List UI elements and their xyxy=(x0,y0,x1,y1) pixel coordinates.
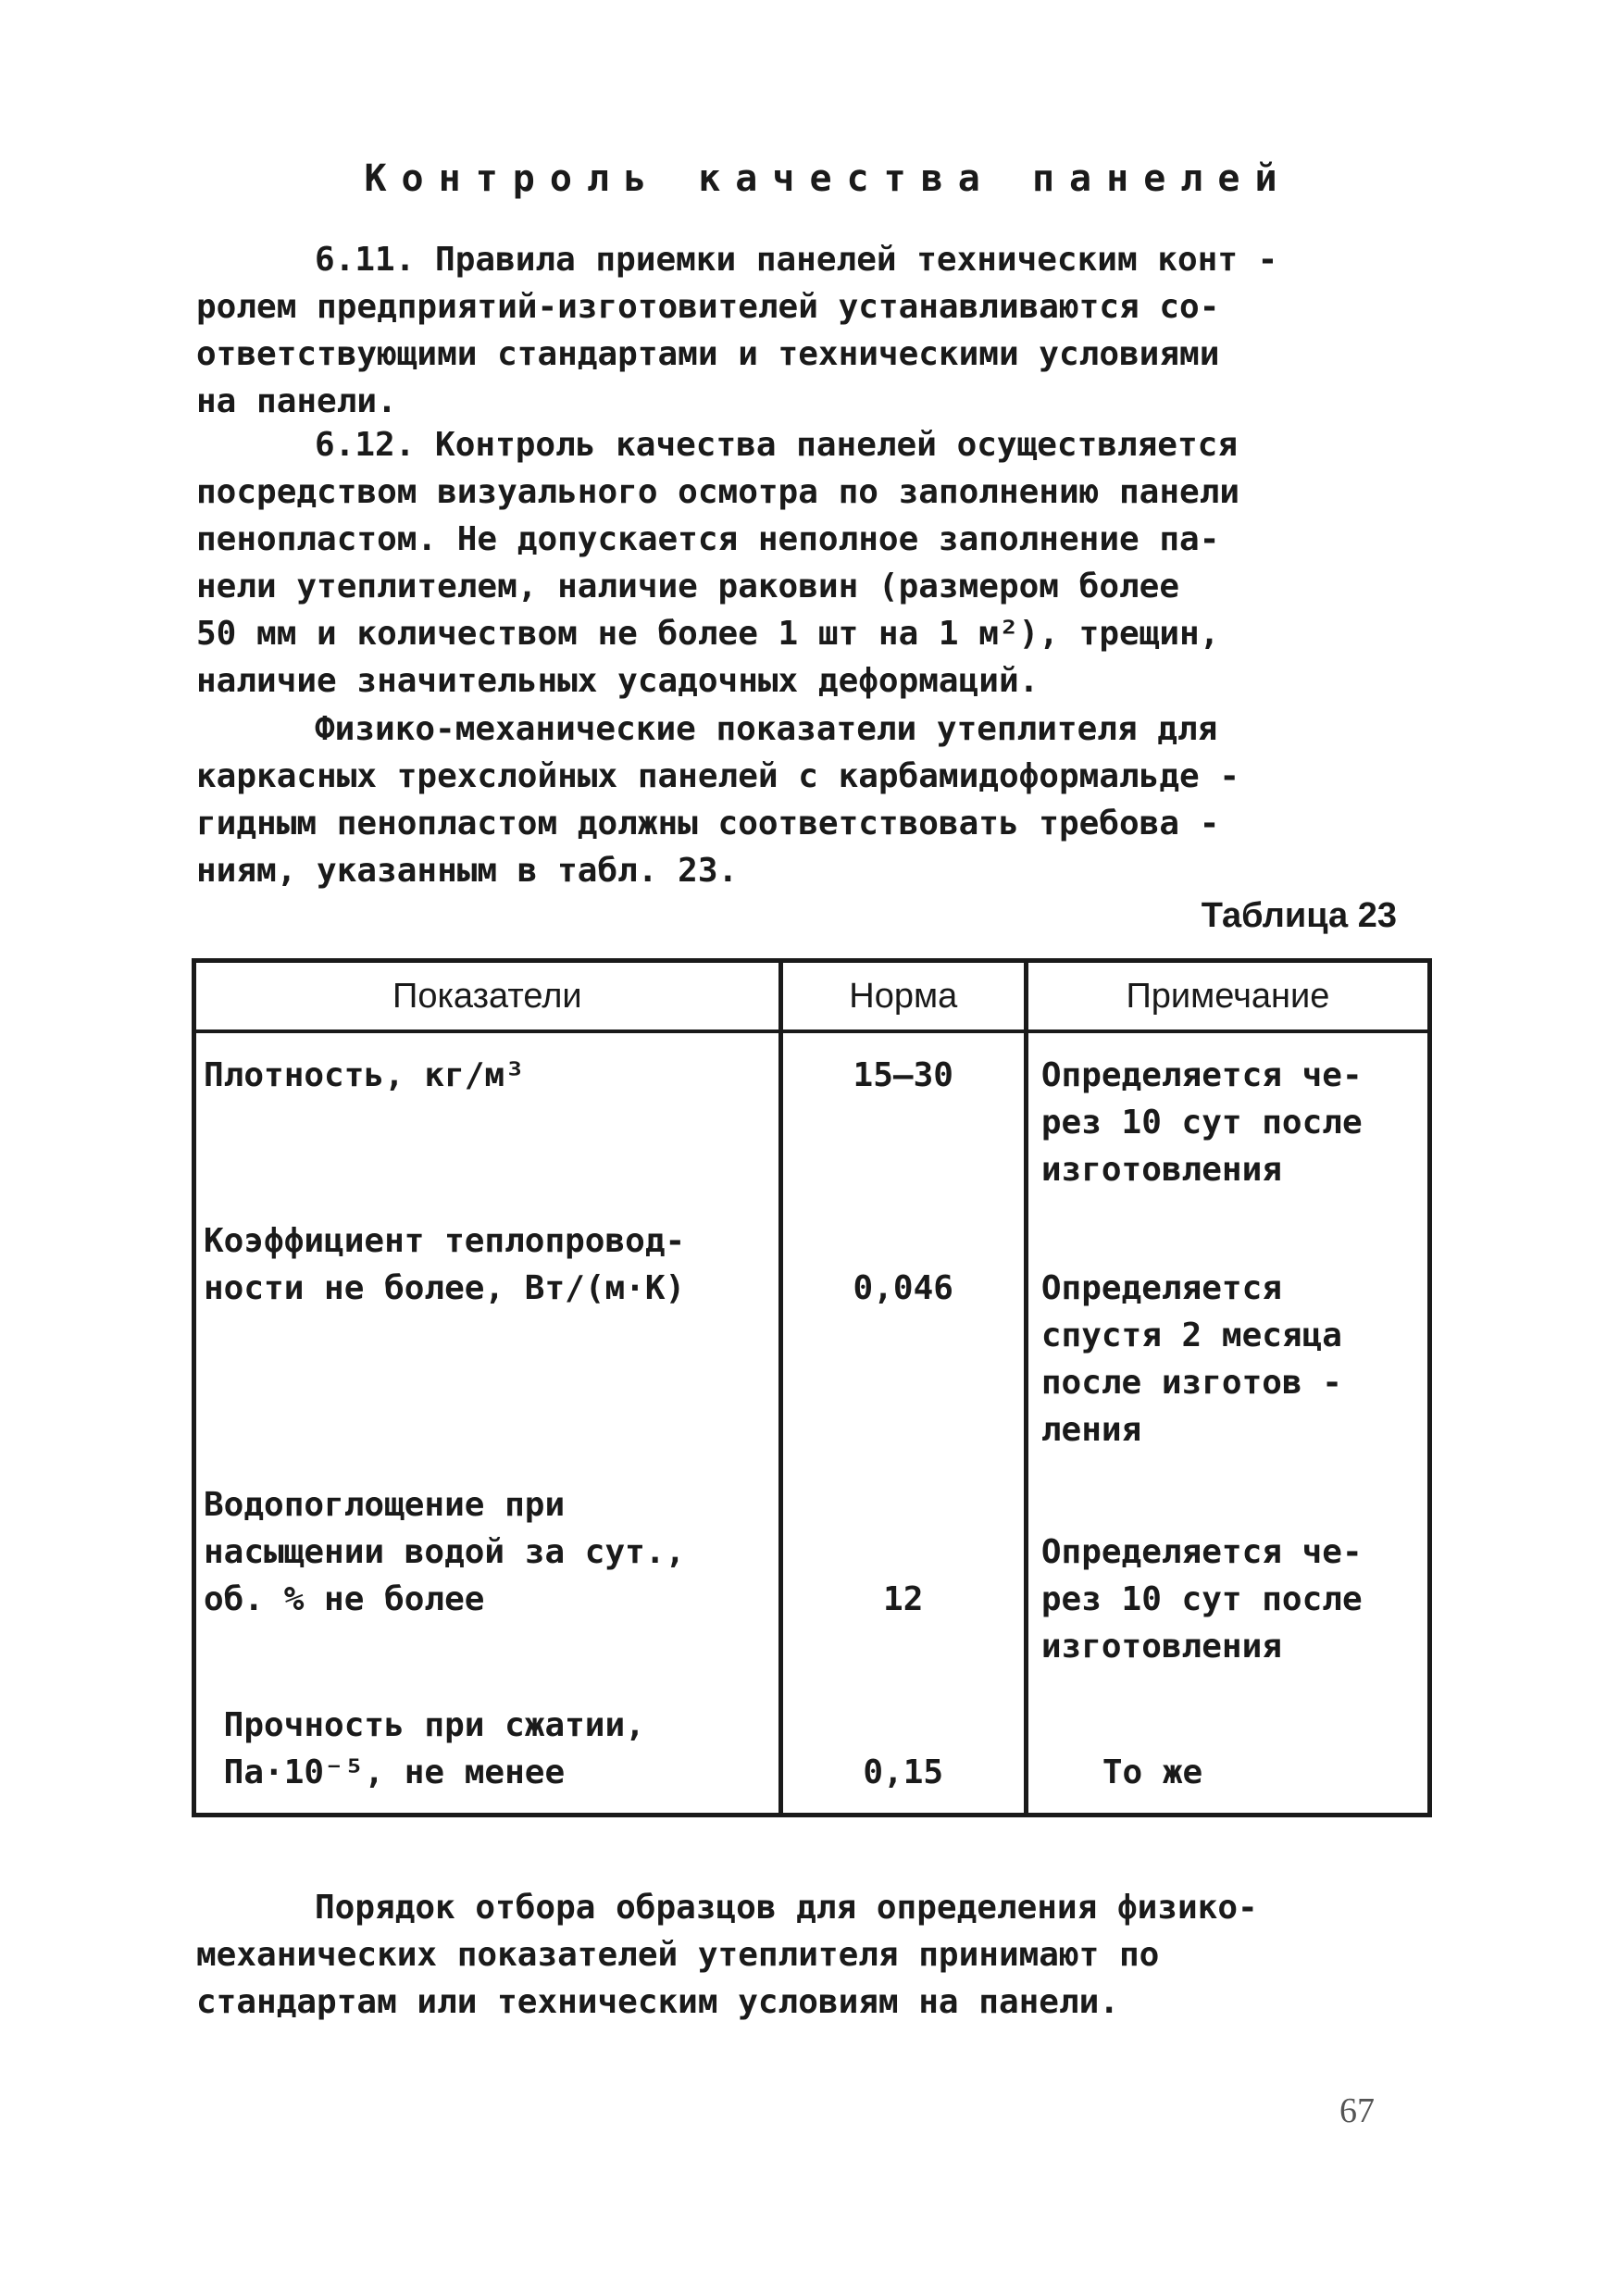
norm-value: 15–30 xyxy=(853,1056,953,1094)
paragraph-line: Порядок отбора образцов для определения физико- xyxy=(315,1889,1258,1927)
table-row xyxy=(194,1463,1430,1683)
note-cell xyxy=(1026,1463,1429,1683)
paragraph-line: наличие значительных усадочных деформаций. xyxy=(196,662,1040,700)
paragraph-line: гидным пенопластом должны соответствовать требова - xyxy=(196,805,1220,842)
properties-table xyxy=(192,958,1432,1817)
page-number: 67 xyxy=(1339,2091,1375,2130)
indicator-cell xyxy=(194,1463,781,1683)
paragraph-line: нели утеплителем, наличие раковин (размером более xyxy=(196,568,1180,605)
paragraph-line: посредством визуального осмотра по заполнению панели xyxy=(196,473,1240,511)
indicator-text: Прочность при сжатии, Па·10⁻⁵, не менее xyxy=(223,1706,645,1792)
indicator-text: Плотность, кг/м³ xyxy=(204,1056,525,1094)
paragraph-line: 50 мм и количеством не более 1 шт на 1 м²), трещин, xyxy=(196,615,1220,653)
paragraph-line: Физико-механические показатели утеплителя для xyxy=(315,710,1218,748)
indicator-cell xyxy=(194,1683,781,1815)
norm-cell xyxy=(780,1199,1026,1463)
note-cell xyxy=(1026,1031,1429,1199)
paragraph-6-12 xyxy=(196,421,1400,705)
paragraph-sampling xyxy=(196,1884,1400,2026)
paragraph-physical-properties xyxy=(196,705,1400,894)
indicator-text: Водопоглощение при насыщении водой за сут., об. % не более xyxy=(204,1485,686,1618)
paragraph-line: стандартам или техническим условиям на панели. xyxy=(196,1983,1119,2021)
paragraph-line: ниям, указанным в табл. 23. xyxy=(196,852,739,890)
column-header-norm: Норма xyxy=(780,961,1026,1032)
paragraph-line: на панели. xyxy=(196,382,397,420)
table-row xyxy=(194,1031,1430,1199)
note-cell xyxy=(1026,1683,1429,1815)
indicator-text: Коэффициент теплопровод- ности не более, Вт/(м·К) xyxy=(204,1222,686,1308)
norm-cell xyxy=(780,1463,1026,1683)
note-cell xyxy=(1026,1199,1429,1463)
norm-cell xyxy=(780,1031,1026,1199)
paragraph-6-11 xyxy=(196,236,1400,425)
table-row xyxy=(194,1683,1430,1815)
column-header-note: Примечание xyxy=(1026,961,1429,1032)
paragraph-line: пенопластом. Не допускается неполное заполнение па- xyxy=(196,520,1220,558)
paragraph-line: 6.11. Правила приемки панелей техническим конт - xyxy=(315,241,1278,279)
column-header-indicators: Показатели xyxy=(194,961,781,1032)
paragraph-line: ролем предприятий-изготовителей устанавливаются со- xyxy=(196,288,1220,326)
paragraph-line: 6.12. Контроль качества панелей осуществляется xyxy=(315,426,1238,464)
paragraph-line: ответствующими стандартами и техническими условиями xyxy=(196,335,1220,373)
norm-value: 0,15 xyxy=(863,1753,944,1792)
indicator-cell xyxy=(194,1031,781,1199)
paragraph-line: механических показателей утеплителя принимают по xyxy=(196,1936,1160,1974)
table-header-row xyxy=(194,961,1430,1032)
table-row xyxy=(194,1199,1430,1463)
indicator-cell xyxy=(194,1199,781,1463)
note-text: Определяется спустя 2 месяца после изготов - ления xyxy=(1040,1269,1342,1450)
note-text: Определяется че- рез 10 сут после изготовления xyxy=(1040,1532,1363,1666)
norm-cell xyxy=(780,1683,1026,1815)
norm-value: 0,046 xyxy=(853,1269,953,1308)
section-heading: Контроль качества панелей xyxy=(364,157,1292,200)
table-caption: Таблица 23 xyxy=(1201,896,1397,935)
paragraph-line: каркасных трехслойных панелей с карбамидоформальде - xyxy=(196,757,1240,795)
note-text: Определяется че- рез 10 сут после изготовления xyxy=(1040,1056,1363,1189)
note-text: То же xyxy=(1102,1753,1203,1792)
norm-value: 12 xyxy=(883,1579,924,1618)
